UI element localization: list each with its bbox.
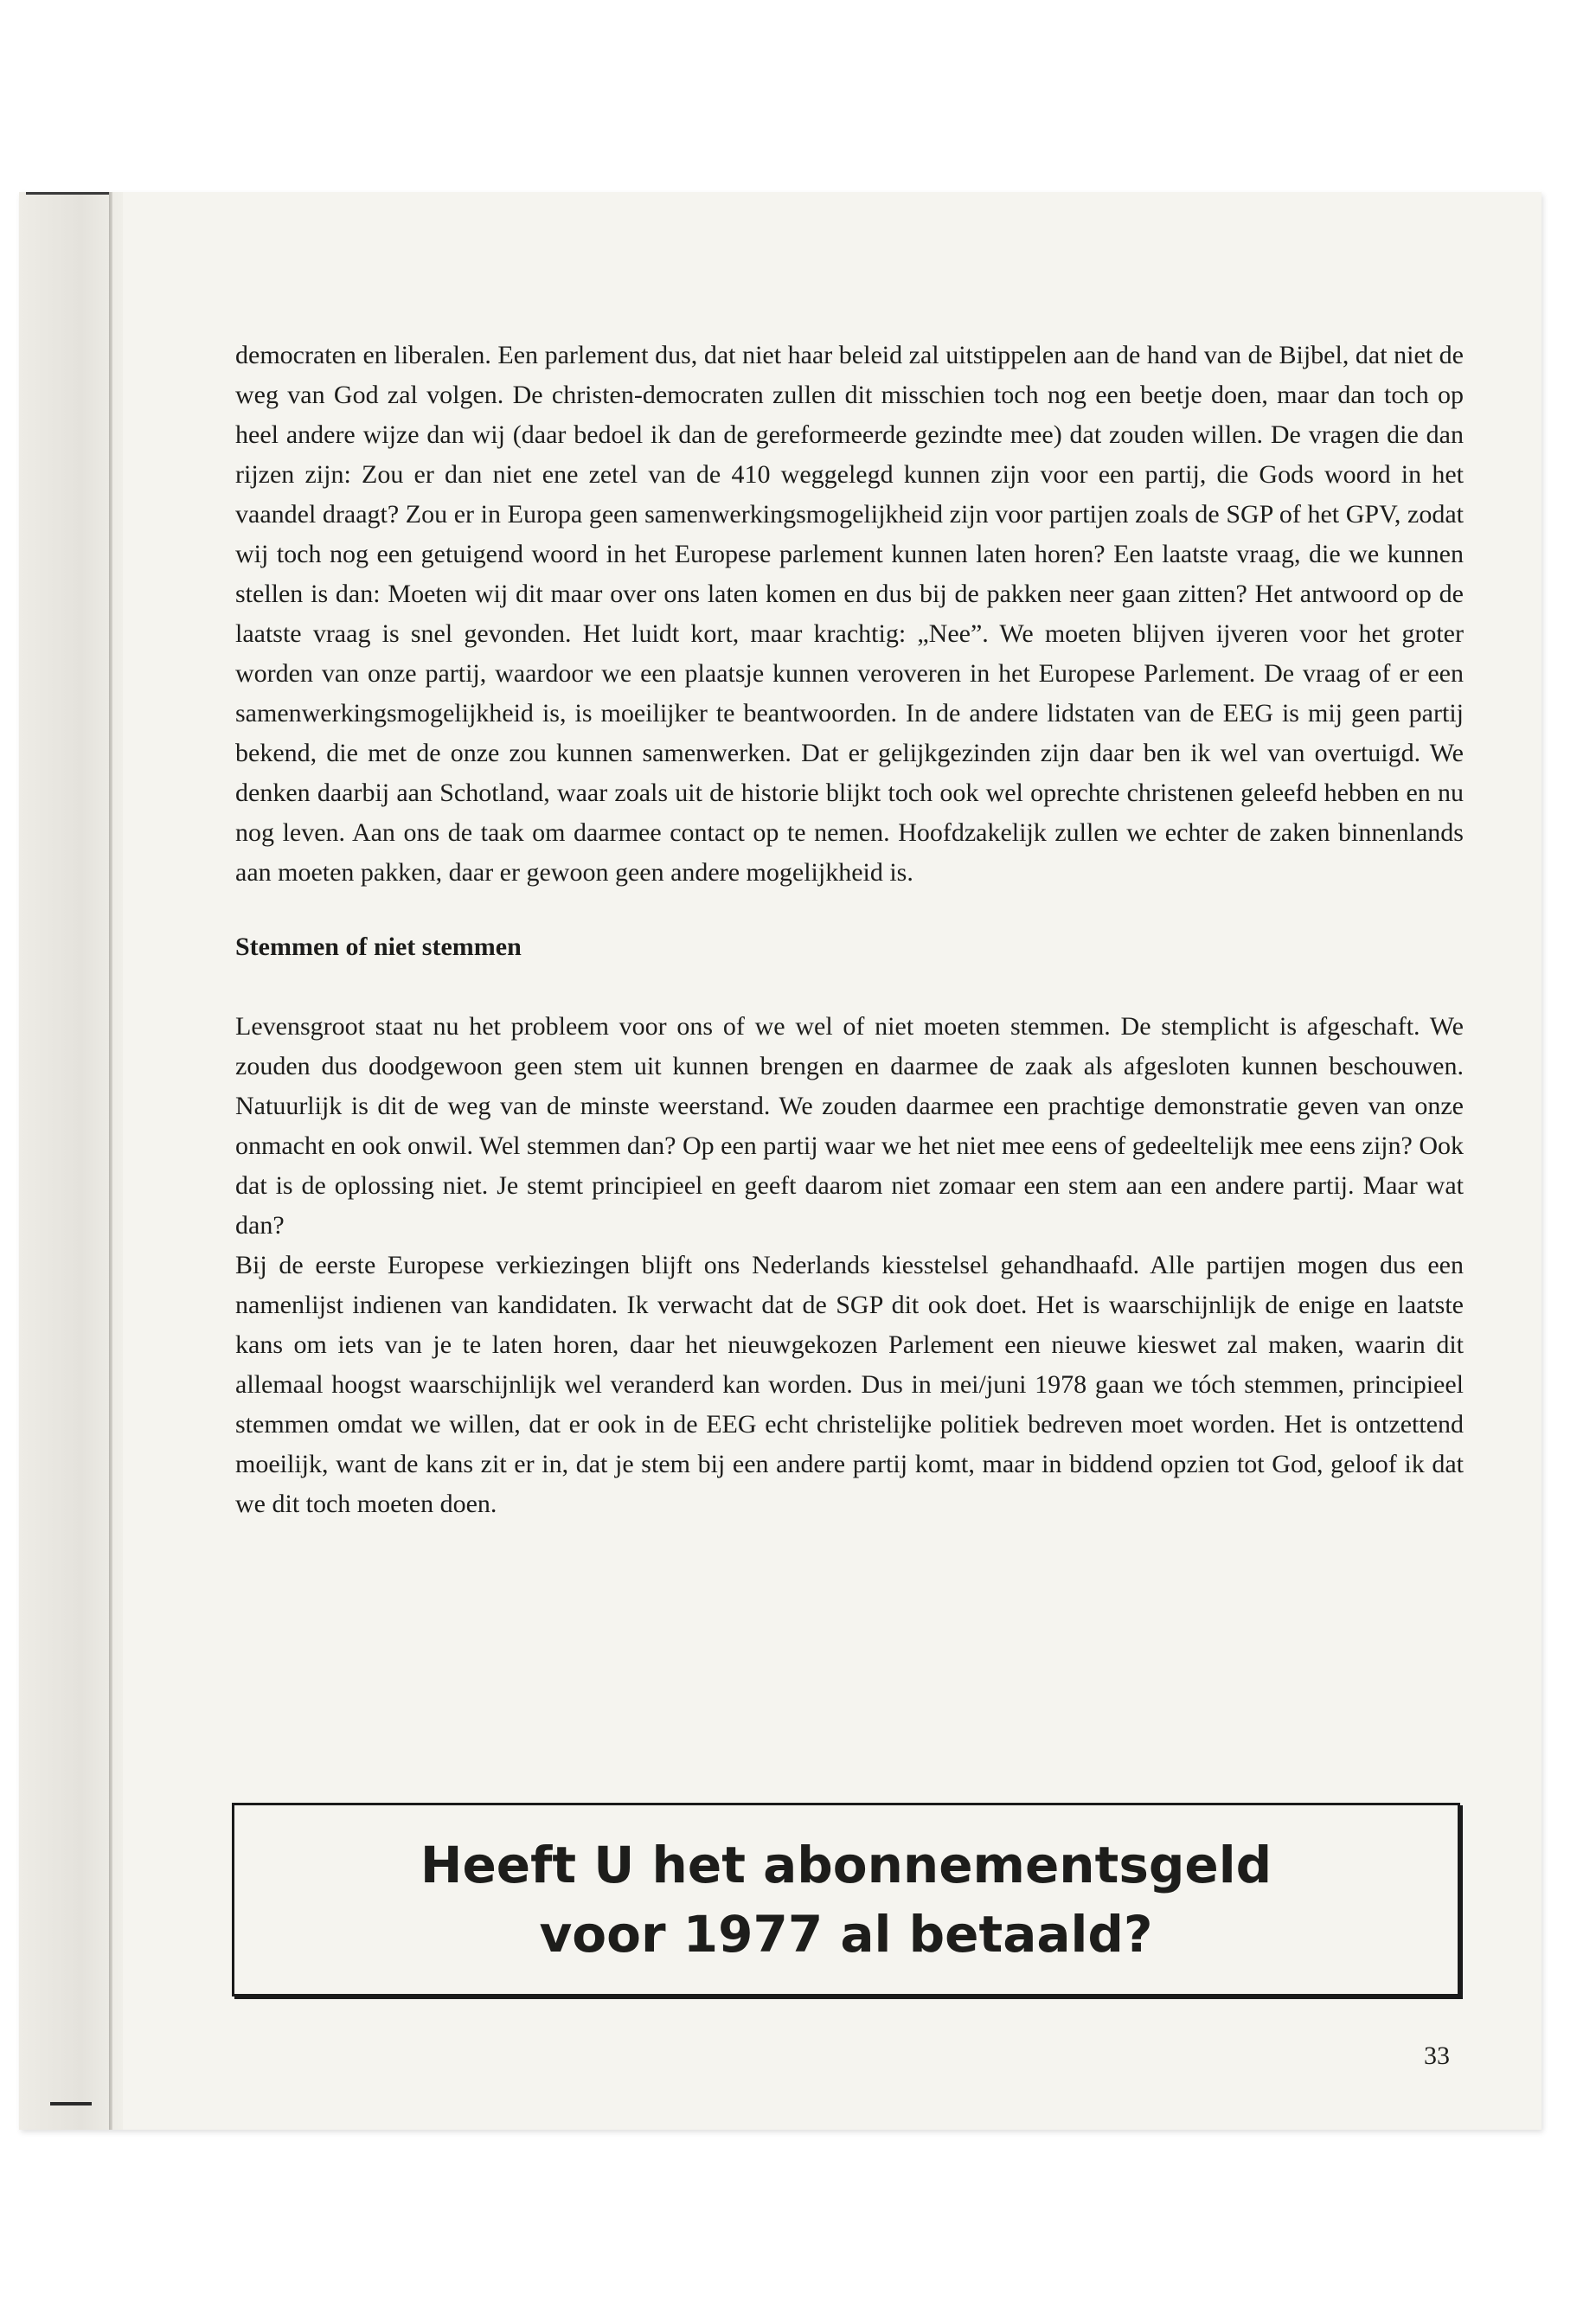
book-spine-shadow xyxy=(19,192,123,2130)
subscription-notice-box xyxy=(232,1803,1460,1997)
article-body xyxy=(235,336,1464,1524)
article-paragraph: Bij de eerste Europese verkiezingen blijft ons Nederlands kiesstelsel gehandhaafd. Alle partijen mogen dus een namenlijst indienen van kandidaten. Ik verwacht dat de SGP dit ook doet. Het is waarschijnlijk de enige en laatste kans om iets van je te laten horen, daar het nieuwgekozen Parlement een nieuwe kieswet zal maken, waarin dit allemaal hoogst waarschijnlijk wel veranderd kan worden. Dus in mei/juni 1978 gaan we tóch stemmen, principieel stemmen omdat we willen, dat er ook in de EEG echt christelijke politiek bedreven moet worden. Het is ontzettend moeilijk, want de kans zit er in, dat je stem bij een andere partij komt, maar in biddend opzien tot God, geloof ik dat we dit toch moeten doen. xyxy=(235,1251,1464,1518)
article-paragraph: Levensgroot staat nu het probleem voor ons of we wel of niet moeten stemmen. De stemplicht is afgeschaft. We zouden dus doodgewoon geen stem uit kunnen brengen en daarmee de zaak als afgesloten kunnen beschouwen. Natuurlijk is dit de weg van de minste weerstand. We zouden daarmee een prachtige demonstratie geven van onze onmacht en ook onwil. Wel stemmen dan? Op een partij waar we het niet mee eens of gedeeltelijk mee eens zijn? Ook dat is de oplossing niet. Je stemt principieel en geeft daarom niet zomaar een stem aan een andere partij. Maar wat dan? xyxy=(235,1012,1464,1240)
binding-edge-bottom xyxy=(50,2102,92,2106)
page-number: 33 xyxy=(1424,2041,1450,2070)
binding-edge-top xyxy=(26,192,109,195)
article-paragraph: democraten en liberalen. Een parlement dus, dat niet haar beleid zal uitstippelen aan de hand van de Bijbel, dat niet de weg van God zal volgen. De christen-democraten zullen dit misschien toch nog een beetje doen, maar dan toch op heel andere wijze dan wij (daar bedoel ik dan de gereformeerde gezindte mee) dat zouden willen. De vragen die dan rijzen zijn: Zou er dan niet ene zetel van de 410 weggelegd kunnen zijn voor een partij, die Gods woord in het vaandel draagt? Zou er in Europa geen samenwerkingsmogelijkheid zijn voor partijen zoals de SGP of het GPV, zodat wij toch nog een getuigend woord in het Europese parlement kunnen laten horen? Een laatste vraag, die we kunnen stellen is dan: Moeten wij dit maar over ons laten komen en dus bij de pakken neer gaan zitten? Het antwoord op de laatste vraag is snel gevonden. Het luidt kort, maar krachtig: „Nee”. We moeten blijven ijveren voor het groter worden van onze partij, waardoor we een plaatsje kunnen veroveren in het Europese Parlement. De vraag of er een samenwerkingsmogelijkheid is, is moeilijker te beantwoorden. In de andere lidstaten van de EEG is mij geen partij bekend, die met de onze zou kunnen samenwerken. Dat er gelijkgezinden zijn daar ben ik wel van overtuigd. We denken daarbij aan Schotland, waar zoals uit de historie blijkt toch ook wel oprechte christenen geleefd hebben en nu nog leven. Aan ons de taak om daarmee contact op te nemen. Hoofdzakelijk zullen we echter de zaken binnenlands aan moeten pakken, daar er gewoon geen andere mogelijkheid is. xyxy=(235,341,1464,887)
section-heading: Stemmen of niet stemmen xyxy=(235,933,522,961)
notice-line-2: voor 1977 al betaald? xyxy=(539,1905,1153,1964)
book-spine-fold xyxy=(109,192,112,2130)
notice-line-1: Heeft U het abonnementsgeld xyxy=(420,1836,1272,1894)
